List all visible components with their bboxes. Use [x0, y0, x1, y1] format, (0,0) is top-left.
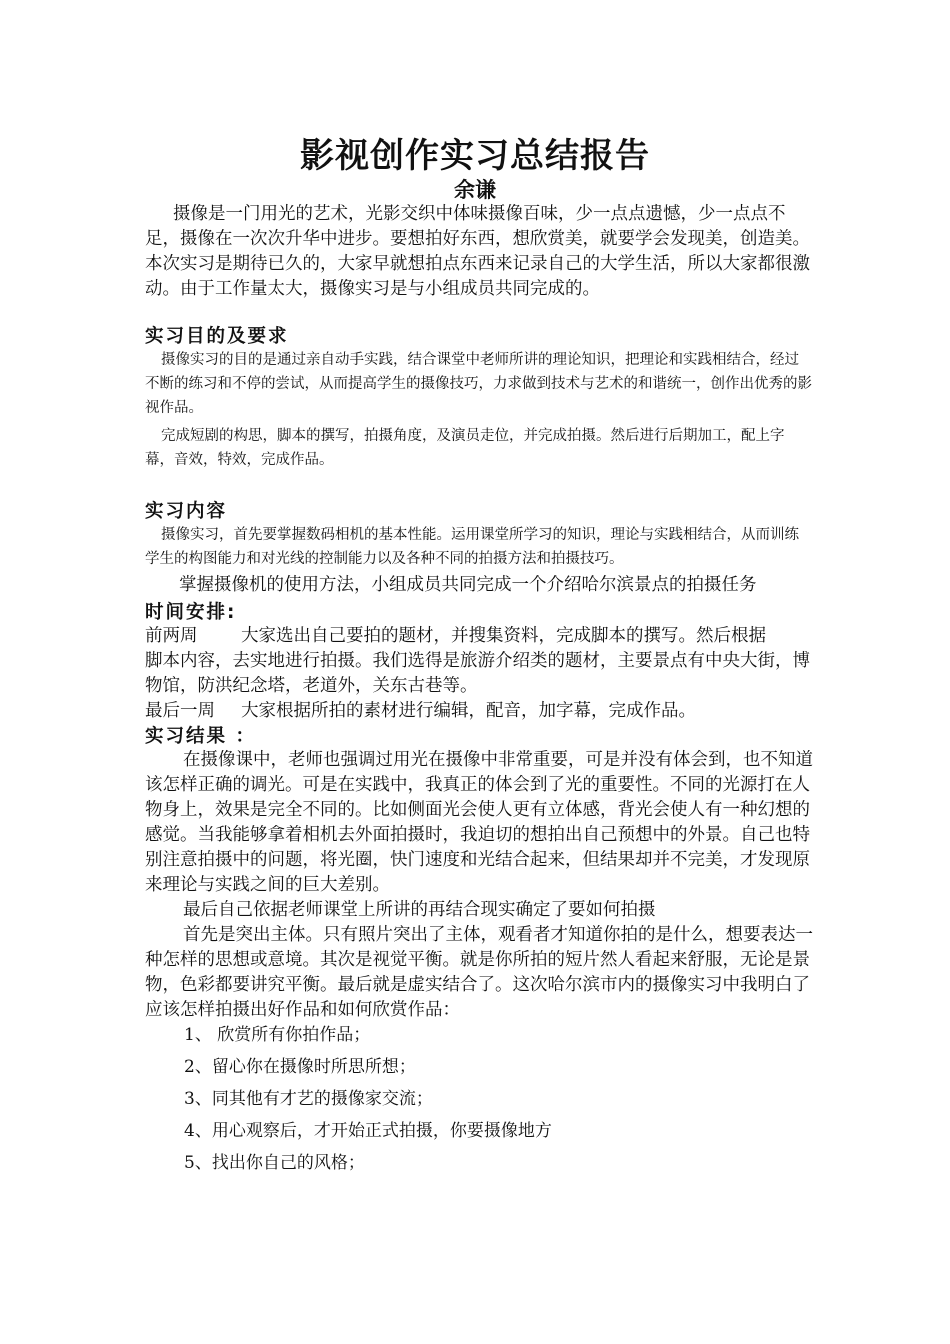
content-block: [145, 523, 813, 598]
document-title: 影视创作实习总结报告: [300, 136, 650, 176]
goals-paragraph-2: 完成短剧的构思，脚本的撰写，拍摄角度，及演员走位，并完成拍摄。然后进行后期加工，配上字幕，音效，特效，完成作品。: [145, 428, 785, 468]
section-heading-content: 实习内容: [145, 501, 228, 522]
document-author: 余谦: [454, 178, 496, 202]
intro-block: [145, 202, 813, 302]
schedule-text-1-cont: 脚本内容，去实地进行拍摄。我们选得是旅游介绍类的题材，主要景点有中央大街，博物馆，防洪纪念塔，老道外，关东古巷等。: [145, 651, 810, 696]
list-item: 4、用心观察后，才开始正式拍摄，你要摄像地方: [184, 1121, 552, 1141]
results-paragraph-3: 首先是突出主体。只有照片突出了主体，观看者才知道你拍的是什么，想要表达一种怎样的思想或意境。其次是视觉平衡。就是你所拍的短片然人看起来舒服，无论是景物，色彩都要讲究平衡。最后就是虚实结合了。这次哈尔滨市内的摄像实习中我明白了应该怎样拍摄出好作品和如何欣赏作品：: [145, 925, 813, 1020]
schedule-block: [145, 624, 813, 724]
intro-paragraph: 摄像是一门用光的艺术，光影交织中体味摄像百味，少一点点遗憾，少一点点不足，摄像在一次次升华中进步。要想拍好东西，想欣赏美，就要学会发现美，创造美。本次实习是期待已久的，大家早就想拍点东西来记录自己的大学生活，所以大家都很激动。由于工作量太大，摄像实习是与小组成员共同完成的。: [145, 204, 810, 299]
tips-list: [184, 1023, 804, 1183]
section-heading-goals: 实习目的及要求: [145, 326, 289, 347]
results-heading: 实习结果 ：: [145, 726, 256, 747]
content-paragraph-1: 摄像实习，首先要掌握数码相机的基本性能。运用课堂所学习的知识，理论与实践相结合，从而训练学生的构图能力和对光线的控制能力以及各种不同的拍摄方法和拍摄技巧。: [145, 527, 799, 567]
list-item: 1、 欣赏所有你拍作品；: [184, 1025, 371, 1045]
schedule-row-2: [145, 699, 813, 724]
goals-block: [145, 348, 813, 472]
schedule-row-1: [145, 624, 813, 649]
results-paragraph-1: 在摄像课中，老师也强调过用光在摄像中非常重要，可是并没有体会到，也不知道该怎样正确的调光。可是在实践中，我真正的体会到了光的重要性。不同的光源打在人物身上，效果是完全不同的。比如侧面光会使人更有立体感，背光会使人有一种幻想的感觉。当我能够拿着相机去外面拍摄时，我迫切的想拍出自己预想中的外景。自己也特别注意拍摄中的问题，将光圈，快门速度和光结合起来，但结果却并不完美，才发现原来理论与实践之间的巨大差别。: [145, 750, 813, 895]
list-item: 5、找出你自己的风格；: [184, 1153, 365, 1173]
schedule-text-2: 大家根据所拍的素材进行编辑，配音，加字幕，完成作品。: [241, 701, 696, 721]
schedule-label-1: 前两周: [145, 626, 198, 646]
content-paragraph-2: 掌握摄像机的使用方法，小组成员共同完成一个介绍哈尔滨景点的拍摄任务: [179, 575, 757, 595]
results-block: [145, 748, 813, 1023]
results-paragraph-2: 最后自己依据老师课堂上所讲的再结合现实确定了要如何拍摄: [183, 900, 656, 920]
schedule-heading: 时间安排:: [145, 602, 237, 623]
list-item: 3、同其他有才艺的摄像家交流；: [184, 1089, 433, 1109]
goals-paragraph-1: 摄像实习的目的是通过亲自动手实践，结合课堂中老师所讲的理论知识，把理论和实践相结合，经过不断的练习和不停的尝试，从而提高学生的摄像技巧，力求做到技术与艺术的和谐统一，创作出优秀的影视作品。: [145, 352, 812, 416]
schedule-text-1: 大家选出自己要拍的题材，并搜集资料，完成脚本的撰写。然后根据: [241, 626, 766, 646]
list-item: 2、留心你在摄像时所思所想；: [184, 1057, 416, 1077]
schedule-label-2: 最后一周: [145, 701, 215, 721]
